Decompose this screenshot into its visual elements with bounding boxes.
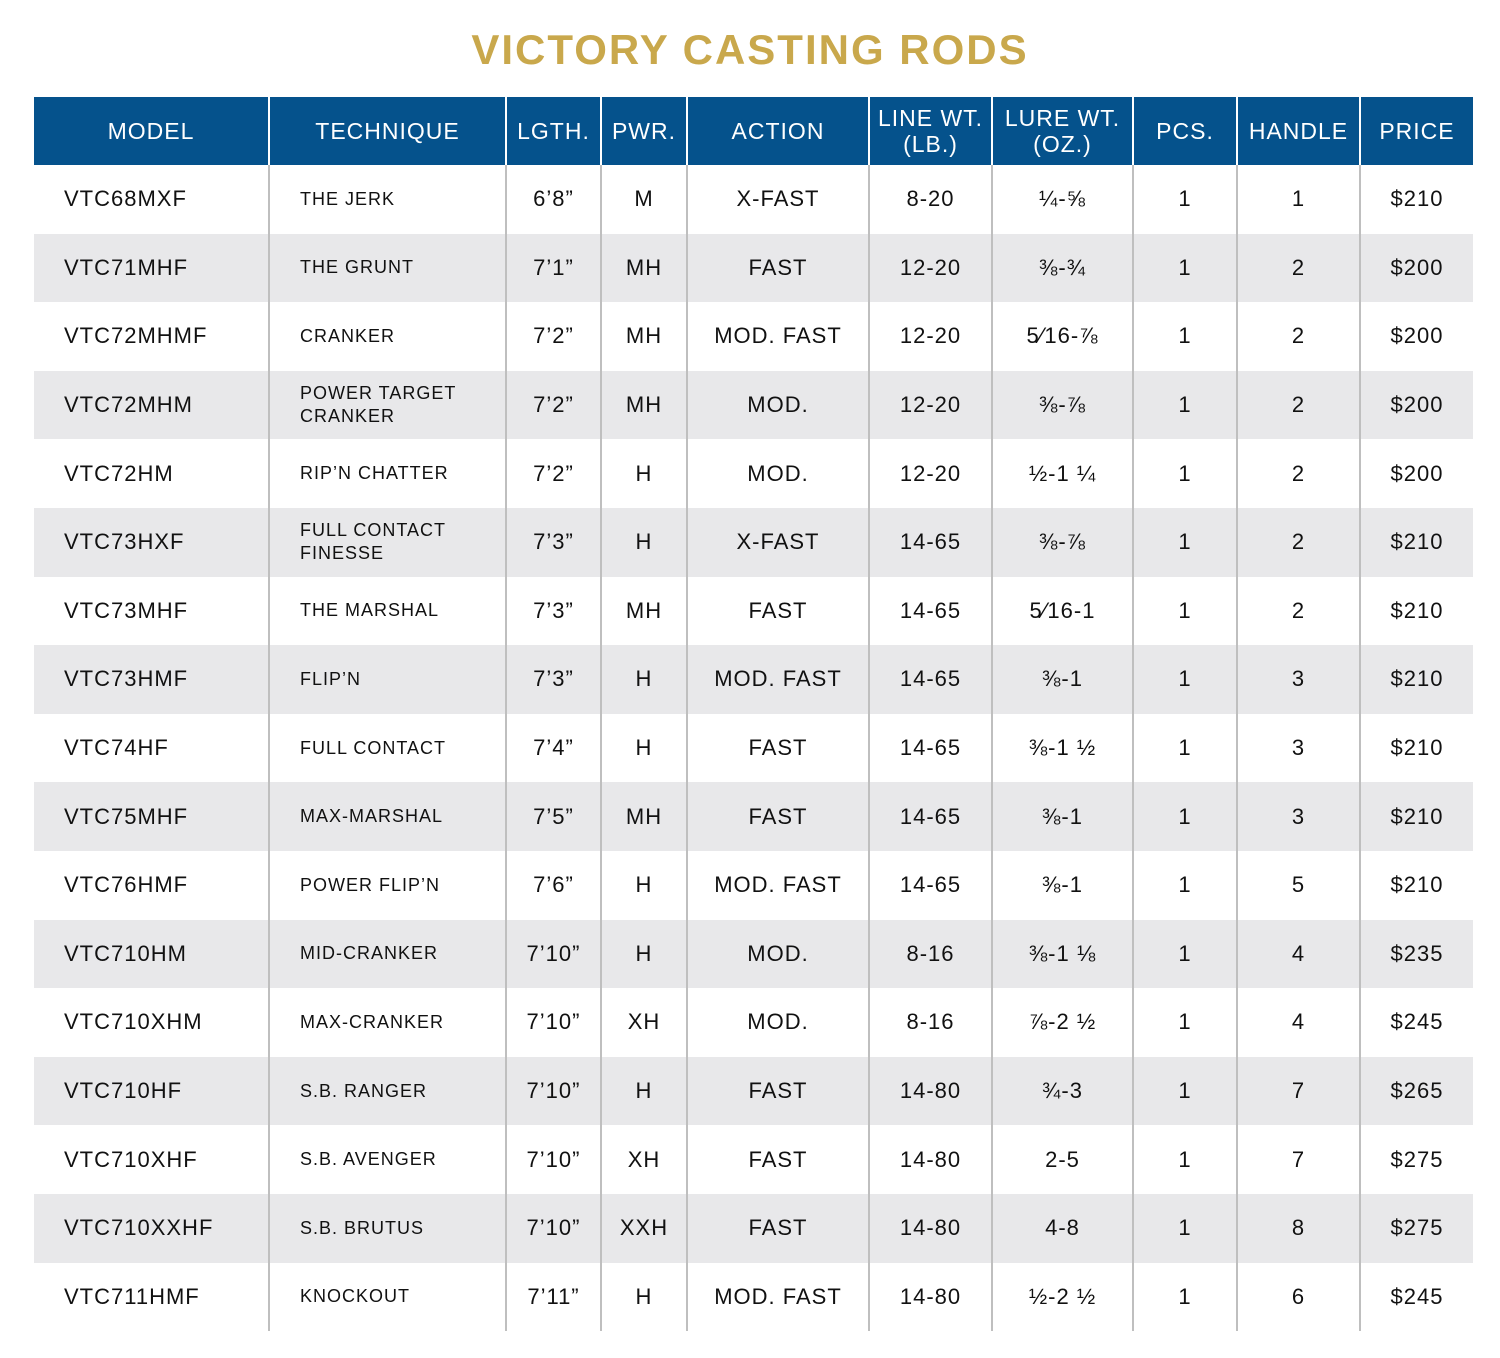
cell-pieces: 1	[1133, 302, 1237, 371]
cell-line-weight: 14-65	[869, 577, 992, 646]
cell-action: FAST	[687, 1194, 869, 1263]
cell-length: 7’10”	[506, 1125, 601, 1194]
cell-price: $245	[1360, 988, 1473, 1057]
cell-line-weight: 14-65	[869, 645, 992, 714]
cell-model: VTC68MXF	[64, 186, 187, 212]
cell-model: VTC711HMF	[64, 1283, 200, 1309]
cell-line-weight: 14-80	[869, 1125, 992, 1194]
cell-power: H	[601, 920, 687, 989]
cell-length: 7’10”	[506, 1057, 601, 1126]
cell-model: VTC73HXF	[34, 508, 269, 577]
cell-technique: THE GRUNT	[269, 234, 506, 303]
cell-power: H	[601, 1057, 687, 1126]
cell-technique: S.B. BRUTUS	[269, 1194, 506, 1263]
cell-model: VTC72MHMF	[64, 323, 208, 349]
cell-lure-weight: ⅜-1 ⅛	[992, 920, 1133, 989]
cell-length: 7’6”	[506, 851, 601, 920]
cell-price: $210	[1360, 851, 1473, 920]
table-row	[34, 165, 1473, 234]
cell-action: MOD. FAST	[687, 302, 869, 371]
cell-technique: FULL CONTACT	[269, 714, 506, 783]
table-row	[34, 920, 1473, 989]
table-row	[34, 1125, 1473, 1194]
cell-line-weight: 8-16	[869, 920, 992, 989]
cell-length: 7’10”	[506, 1194, 601, 1263]
cell-action: MOD.	[687, 439, 869, 508]
cell-price: $265	[1360, 1057, 1473, 1126]
cell-price: $210	[1360, 165, 1473, 234]
cell-handle: 7	[1237, 1057, 1360, 1126]
cell-technique: MAX-MARSHAL	[269, 782, 506, 851]
cell-power: MH	[601, 782, 687, 851]
cell-handle: 4	[1237, 920, 1360, 989]
table-row	[34, 988, 1473, 1057]
table-body	[34, 165, 1473, 1331]
cell-action: FAST	[687, 714, 869, 783]
cell-price: $245	[1360, 1263, 1473, 1332]
cell-lure-weight: ½-1 ¼	[992, 439, 1133, 508]
table-row	[34, 714, 1473, 783]
cell-handle: 3	[1237, 714, 1360, 783]
cell-line-weight: 14-65	[869, 851, 992, 920]
table-row	[34, 1263, 1473, 1332]
cell-handle: 8	[1237, 1194, 1360, 1263]
cell-power: XXH	[601, 1194, 687, 1263]
cell-pieces: 1	[1133, 508, 1237, 577]
column-header-action: ACTION	[687, 97, 869, 165]
cell-model: VTC74HF	[64, 735, 169, 761]
cell-model: VTC73MHF	[64, 597, 189, 623]
rods-table	[34, 97, 1473, 1331]
cell-pieces: 1	[1133, 165, 1237, 234]
cell-power: MH	[601, 371, 687, 440]
cell-lure-weight: ⅜-1	[992, 782, 1133, 851]
cell-power: H	[601, 851, 687, 920]
table-row	[34, 439, 1473, 508]
cell-action: X-FAST	[687, 508, 869, 577]
cell-action: FAST	[687, 234, 869, 303]
table-row	[34, 1194, 1473, 1263]
cell-power: MH	[601, 302, 687, 371]
cell-length: 7’3”	[506, 577, 601, 646]
cell-length: 7’10”	[506, 988, 601, 1057]
cell-technique: S.B. RANGER	[269, 1057, 506, 1126]
cell-lure-weight: 4-8	[992, 1194, 1133, 1263]
cell-technique: FLIP’N	[269, 645, 506, 714]
cell-pieces: 1	[1133, 439, 1237, 508]
column-header-line-weight: LINE WT. (LB.)	[869, 97, 992, 165]
cell-length: 7’2”	[506, 302, 601, 371]
cell-lure-weight: ⅜-1	[992, 851, 1133, 920]
cell-pieces: 1	[1133, 920, 1237, 989]
cell-length: 7’3”	[506, 508, 601, 577]
cell-length: 7’2”	[506, 371, 601, 440]
cell-line-weight: 12-20	[869, 371, 992, 440]
cell-line-weight: 14-65	[869, 782, 992, 851]
cell-model: VTC72MHM	[34, 371, 269, 440]
cell-pieces: 1	[1133, 1263, 1237, 1332]
column-header-lure-weight: LURE WT. (OZ.)	[992, 97, 1133, 165]
column-header-price: PRICE	[1360, 97, 1473, 165]
cell-model: VTC71MHF	[34, 234, 269, 303]
cell-model: VTC710XHM	[64, 1009, 203, 1035]
cell-action: FAST	[687, 1057, 869, 1126]
cell-price: $210	[1360, 577, 1473, 646]
cell-pieces: 1	[1133, 1194, 1237, 1263]
cell-length: 7’10”	[506, 920, 601, 989]
table-row	[34, 1057, 1473, 1126]
table-row	[34, 782, 1473, 851]
cell-action: MOD.	[687, 371, 869, 440]
cell-handle: 2	[1237, 508, 1360, 577]
cell-model: VTC76HMF	[64, 872, 189, 898]
cell-length: 7’3”	[506, 645, 601, 714]
cell-action: MOD. FAST	[687, 645, 869, 714]
cell-pieces: 1	[1133, 714, 1237, 783]
cell-action: MOD.	[687, 920, 869, 989]
cell-lure-weight: ⅜-1 ½	[992, 714, 1133, 783]
cell-lure-weight: ½-2 ½	[992, 1263, 1133, 1332]
table-row	[34, 302, 1473, 371]
cell-lure-weight: 5⁄16-1	[992, 577, 1133, 646]
cell-lure-weight: ¼-⅝	[992, 165, 1133, 234]
cell-action: FAST	[687, 782, 869, 851]
cell-line-weight: 8-16	[869, 988, 992, 1057]
cell-lure-weight: 2-5	[992, 1125, 1133, 1194]
cell-power: H	[601, 645, 687, 714]
cell-handle: 6	[1237, 1263, 1360, 1332]
header-row	[34, 97, 1473, 165]
cell-lure-weight: ¾-3	[992, 1057, 1133, 1126]
cell-line-weight: 12-20	[869, 234, 992, 303]
cell-pieces: 1	[1133, 1125, 1237, 1194]
column-header-length: LGTH.	[506, 97, 601, 165]
cell-technique: MID-CRANKER	[269, 920, 506, 989]
cell-model: VTC75MHF	[34, 782, 269, 851]
cell-power: H	[601, 439, 687, 508]
cell-handle: 7	[1237, 1125, 1360, 1194]
cell-lure-weight: ⅜-¾	[992, 234, 1133, 303]
cell-length: 6’8”	[506, 165, 601, 234]
cell-technique: RIP’N CHATTER	[269, 439, 506, 508]
cell-price: $210	[1360, 714, 1473, 783]
cell-lure-weight: ⅜-⅞	[992, 508, 1133, 577]
column-header-power: PWR.	[601, 97, 687, 165]
cell-power: XH	[601, 988, 687, 1057]
cell-technique: FULL CONTACT FINESSE	[269, 508, 506, 577]
cell-power: H	[601, 1263, 687, 1332]
cell-price: $200	[1360, 234, 1473, 303]
cell-action: MOD.	[687, 988, 869, 1057]
cell-model: VTC710HM	[34, 920, 269, 989]
cell-pieces: 1	[1133, 988, 1237, 1057]
cell-line-weight: 14-65	[869, 714, 992, 783]
cell-technique: MAX-CRANKER	[269, 988, 506, 1057]
cell-action: MOD. FAST	[687, 1263, 869, 1332]
cell-line-weight: 8-20	[869, 165, 992, 234]
cell-handle: 1	[1237, 165, 1360, 234]
cell-line-weight: 14-80	[869, 1057, 992, 1126]
cell-pieces: 1	[1133, 1057, 1237, 1126]
page-title: VICTORY CASTING RODS	[471, 26, 1029, 73]
cell-technique: KNOCKOUT	[269, 1263, 506, 1332]
cell-technique: CRANKER	[269, 302, 506, 371]
table-row	[34, 851, 1473, 920]
cell-line-weight: 14-80	[869, 1194, 992, 1263]
cell-lure-weight: ⅜-1	[992, 645, 1133, 714]
cell-lure-weight: ⅞-2 ½	[992, 988, 1133, 1057]
cell-power: H	[601, 714, 687, 783]
cell-length: 7’4”	[506, 714, 601, 783]
column-header-handle: HANDLE	[1237, 97, 1360, 165]
cell-handle: 4	[1237, 988, 1360, 1057]
cell-length: 7’1”	[506, 234, 601, 303]
table-row	[34, 234, 1473, 303]
cell-handle: 3	[1237, 645, 1360, 714]
cell-power: XH	[601, 1125, 687, 1194]
cell-pieces: 1	[1133, 851, 1237, 920]
cell-price: $275	[1360, 1125, 1473, 1194]
cell-model: VTC710XXHF	[34, 1194, 269, 1263]
column-header-technique: TECHNIQUE	[269, 97, 506, 165]
cell-pieces: 1	[1133, 782, 1237, 851]
cell-line-weight: 12-20	[869, 439, 992, 508]
cell-price: $200	[1360, 439, 1473, 508]
table-row	[34, 645, 1473, 714]
cell-handle: 2	[1237, 371, 1360, 440]
cell-price: $235	[1360, 920, 1473, 989]
cell-line-weight: 12-20	[869, 302, 992, 371]
cell-price: $200	[1360, 302, 1473, 371]
cell-technique: POWER FLIP’N	[269, 851, 506, 920]
cell-technique: THE JERK	[269, 165, 506, 234]
cell-power: MH	[601, 234, 687, 303]
cell-technique: POWER TARGET CRANKER	[269, 371, 506, 440]
cell-action: FAST	[687, 1125, 869, 1194]
cell-price: $210	[1360, 508, 1473, 577]
table-row	[34, 508, 1473, 577]
cell-length: 7’11”	[506, 1263, 601, 1332]
cell-line-weight: 14-65	[869, 508, 992, 577]
cell-pieces: 1	[1133, 371, 1237, 440]
cell-model: VTC710XHF	[64, 1146, 198, 1172]
cell-pieces: 1	[1133, 577, 1237, 646]
cell-line-weight: 14-80	[869, 1263, 992, 1332]
cell-technique: S.B. AVENGER	[269, 1125, 506, 1194]
column-header-pieces: PCS.	[1133, 97, 1237, 165]
table-row	[34, 577, 1473, 646]
table-row	[34, 371, 1473, 440]
cell-model: VTC72HM	[64, 460, 174, 486]
cell-model: VTC710HF	[34, 1057, 269, 1126]
cell-length: 7’5”	[506, 782, 601, 851]
cell-price: $200	[1360, 371, 1473, 440]
cell-price: $210	[1360, 645, 1473, 714]
cell-power: MH	[601, 577, 687, 646]
cell-lure-weight: ⅜-⅞	[992, 371, 1133, 440]
cell-pieces: 1	[1133, 645, 1237, 714]
cell-technique: THE MARSHAL	[269, 577, 506, 646]
cell-action: FAST	[687, 577, 869, 646]
cell-handle: 3	[1237, 782, 1360, 851]
cell-handle: 2	[1237, 577, 1360, 646]
cell-handle: 2	[1237, 234, 1360, 303]
cell-power: M	[601, 165, 687, 234]
cell-action: X-FAST	[687, 165, 869, 234]
cell-handle: 2	[1237, 302, 1360, 371]
cell-handle: 2	[1237, 439, 1360, 508]
cell-handle: 5	[1237, 851, 1360, 920]
column-header-model: MODEL	[34, 97, 269, 165]
cell-action: MOD. FAST	[687, 851, 869, 920]
cell-power: H	[601, 508, 687, 577]
cell-price: $275	[1360, 1194, 1473, 1263]
cell-length: 7’2”	[506, 439, 601, 508]
cell-lure-weight: 5⁄16-⅞	[992, 302, 1133, 371]
cell-pieces: 1	[1133, 234, 1237, 303]
cell-model: VTC73HMF	[34, 645, 269, 714]
cell-price: $210	[1360, 782, 1473, 851]
